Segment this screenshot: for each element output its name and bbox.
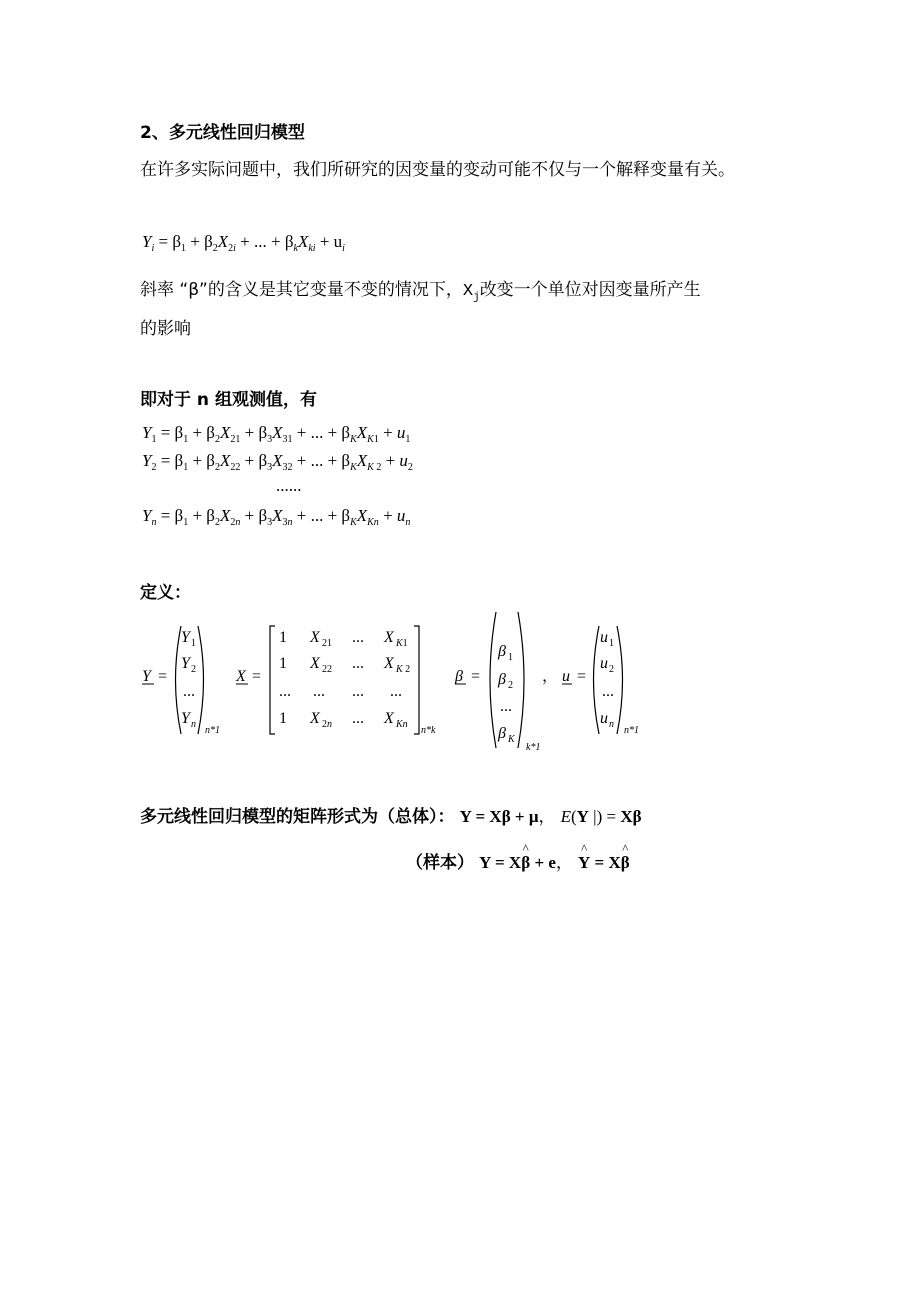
svg-text:Y: Y [181, 629, 190, 646]
svg-text:X: X [310, 710, 320, 727]
svg-text:k*1: k*1 [526, 742, 541, 753]
svg-text:21: 21 [322, 638, 332, 649]
svg-text:...: ... [352, 710, 364, 727]
svg-text:=: = [471, 668, 481, 685]
svg-text:...: ... [390, 683, 402, 700]
svg-text:22: 22 [322, 664, 332, 675]
svg-text:Y: Y [142, 668, 151, 685]
svg-text:1: 1 [279, 629, 287, 646]
matrix-form-sample-label: （样本） [406, 853, 474, 873]
slope-note-var: $X_j$ [462, 282, 480, 304]
matrix-form-population-label: 多元线性回归模型的矩阵形式为（总体）： [140, 807, 455, 827]
svg-text:...: ... [183, 683, 195, 700]
svg-text:...: ... [279, 683, 291, 700]
svg-text:2: 2 [191, 664, 196, 675]
svg-text:=: = [577, 668, 587, 685]
slope-note-after: 改变一个单位对因变量所产生 [479, 280, 701, 300]
population-equation: Y = Xβ + μ [459, 807, 539, 826]
svg-text:X: X [384, 710, 394, 727]
intro-paragraph: 在许多实际问题中，我们所研究的因变量的变动可能不仅与一个解释变量有关。 [140, 160, 735, 180]
observation-equation-n: $Y_n = \beta_1 + \beta_2X_{2n} + \beta_3X_{3n}$ + ... + $\beta_KX_{Kn} + u_n$ [142, 506, 411, 528]
svg-text:K 2: K 2 [396, 664, 411, 675]
svg-text:u: u [600, 710, 608, 727]
svg-text:...: ... [313, 683, 325, 700]
observations-heading: 即对于 n 组观测值，有 [140, 390, 317, 410]
svg-text:...: ... [500, 698, 512, 715]
matrix-form-sample: （样本） Y = X^ β + e， ^ Y = X^ β [406, 848, 630, 873]
svg-text:u: u [600, 629, 608, 646]
svg-text:Y: Y [181, 710, 190, 727]
beta-vector-definition [454, 612, 540, 753]
svg-text:K: K [508, 734, 515, 745]
svg-text:2n: 2n [322, 719, 332, 730]
matrix-form-population: 多元线性回归模型的矩阵形式为（总体）： Y = Xβ + μ， E(Y |) = Xβ [140, 807, 642, 827]
observation-equation-1: $Y_1 = \beta_1 + \beta_2X_{21} + \beta_3X_{31}$ + ... + $\beta_KX_{K1} + u_1$ [142, 423, 411, 445]
definition-comma: ， [542, 668, 559, 685]
svg-text:n*k: n*k [421, 725, 436, 736]
svg-text:Kn: Kn [396, 719, 408, 730]
svg-text:1: 1 [508, 652, 513, 663]
svg-text:2: 2 [609, 664, 614, 675]
y-vector-definition [142, 626, 220, 736]
svg-text:u: u [600, 655, 608, 672]
svg-text:=: = [158, 668, 168, 685]
svg-text:β: β [455, 668, 463, 685]
sample-equation: Y = X^ β + e [479, 853, 556, 872]
svg-text:β: β [498, 671, 506, 688]
u-vector-definition [562, 626, 639, 736]
matrix-definitions [0, 600, 920, 760]
definition-heading: 定义： [140, 583, 191, 603]
slope-note [140, 275, 701, 303]
svg-text:X: X [384, 629, 394, 646]
svg-text:β: β [498, 643, 506, 660]
slope-note-line2: 的影响 [140, 319, 191, 339]
svg-text:...: ... [352, 683, 364, 700]
population-expectation: E(Y |) = Xβ [560, 807, 642, 826]
svg-text:=: = [252, 668, 262, 685]
section-title: 2、多元线性回归模型 [140, 123, 305, 143]
svg-text:X: X [236, 668, 246, 685]
observation-ellipsis: ...... [276, 476, 302, 495]
slope-note-before: 斜率 “β”的含义是其它变量不变的情况下， [140, 280, 463, 300]
svg-text:X: X [310, 629, 320, 646]
svg-text:...: ... [352, 655, 364, 672]
svg-text:1: 1 [279, 655, 287, 672]
svg-text:n*1: n*1 [624, 725, 639, 736]
svg-text:K1: K1 [396, 638, 408, 649]
svg-text:...: ... [602, 683, 614, 700]
svg-text:n: n [609, 719, 614, 730]
svg-text:...: ... [352, 629, 364, 646]
svg-text:1: 1 [609, 638, 614, 649]
svg-text:u: u [562, 668, 570, 685]
svg-text:Y: Y [181, 655, 190, 672]
observation-equation-2: $Y_2 = \beta_1 + \beta_2X_{22} + \beta_3X_{32}$ + ... + $\beta_KX_{K 2} + u_2$ [142, 451, 413, 473]
fitted-equation: ^ Y = X^ β [578, 853, 630, 872]
general-model-equation: $Y_i = \beta_1 + \beta_2X_{2i}$ + ... + $\beta_kX_{ki} + u_i$ [142, 232, 345, 254]
svg-text:X: X [310, 655, 320, 672]
x-matrix-definition [235, 626, 436, 736]
svg-text:2: 2 [508, 680, 513, 691]
svg-text:1: 1 [279, 710, 287, 727]
svg-text:β: β [498, 725, 506, 742]
svg-text:n*1: n*1 [205, 725, 220, 736]
svg-text:X: X [384, 655, 394, 672]
svg-text:1: 1 [191, 638, 196, 649]
svg-text:n: n [191, 719, 196, 730]
